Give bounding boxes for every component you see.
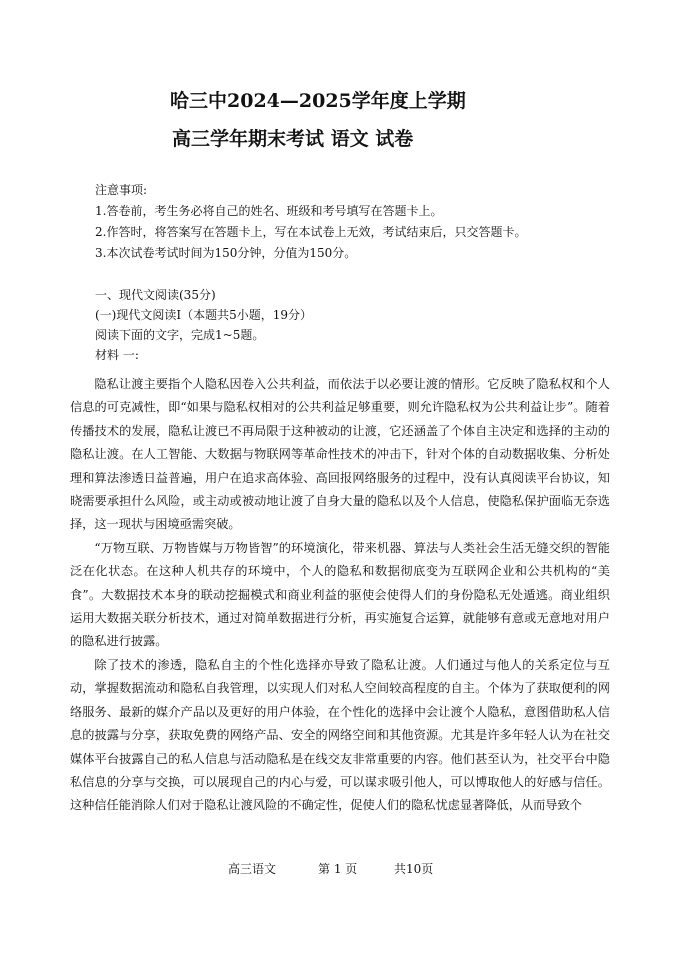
passage-paragraph: “万物互联、万物皆媒与万物皆智”的环境演化，带来机器、算法与人类社会生活无缝交织的智能泛在化状态。在这种人机共存的环境中，个人的隐私和数据彻底变为互联网企业和公共机构的“美食”。大数据技术本身的联动挖掘模式和商业利益的驱使会使得人们的身份隐私无处遁逃。商业组织运用大数据关联分析技术，通过对简单数据进行分析，再实施复合运算，就能够有意或无意地对用户的隐私进行披露。 xyxy=(70,540,610,649)
exam-title-line1: 哈三中2024—2025学年度上学期 xyxy=(170,90,466,112)
footer-page-number: 第 1 页 xyxy=(318,862,358,876)
footer-total-pages: 共10页 xyxy=(394,862,434,876)
notice-item: 2.作答时，将答案写在答题卡上，写在本试卷上无效，考试结束后，只交答题卡。 xyxy=(95,225,527,239)
notice-block xyxy=(95,180,615,264)
passage-paragraph: 除了技术的渗透，隐私自主的个性化选择亦导致了隐私让渡。人们通过与他人的关系定位与互动，掌握数据流动和隐私自我管理，以实现人们对私人空间较高程度的自主。个体为了获取便利的网络服务、最新的媒介产品以及更好的用户体验，在个性化的选择中会让渡个人隐私，意图借助私人信息的披露与分享，获取免费的网络产品、安全的网络空间和其他资源。尤其是许多年轻人认为在社交媒体平台披露自己的私人信息与活动隐私是在线交友非常重要的内容。他们甚至认为，社交平台中隐私信息的分享与交换，可以展现自己的内心与爱，可以谋求吸引他人，可以博取他人的好感与信任。这种信任能消除人们对于隐私让渡风险的不确定性，促使人们的隐私忧虑显著降低，从而导致个 xyxy=(70,657,610,813)
footer-subject: 高三语文 xyxy=(228,862,277,876)
instruction: 阅读下面的文字，完成1~5题。 xyxy=(95,328,265,342)
sub-title: (一)现代文阅读Ⅰ（本题共5小题，19分） xyxy=(95,308,313,322)
notice-item: 1.答卷前，考生务必将自己的姓名、班级和考号填写在答题卡上。 xyxy=(95,204,443,218)
exam-title-line2: 高三学年期末考试 语文 试卷 xyxy=(172,128,414,150)
part-title: 一、现代文阅读(35分) xyxy=(95,288,216,302)
notice-heading: 注意事项: xyxy=(95,183,148,197)
passage-paragraph: 隐私让渡主要指个人隐私因卷入公共利益，而依法于以必要让渡的情形。它反映了隐私权和个人信息的可克减性，即“如果与隐私权相对的公共利益足够重要，则允许隐私权为公共利益让步”。随着传播技术的发展，隐私让渡已不再局限于这种被动的让渡，它还涵盖了个体自主决定和选择的主动的隐私让渡。在人工智能、大数据与物联网等革命性技术的冲击下，针对个体的自动数据收集、分析处理和算法渗透日益普遍，用户在追求高体验、高回报网络服务的过程中，没有认真阅读平台协议，知晓需要承担什么风险，或主动或被动地让渡了自身大量的隐私以及个人信息，使隐私保护面临无奈选择，这一现状与困境亟需突破。 xyxy=(70,377,610,532)
notice-item: 3.本次试卷考试时间为150分钟，分值为150分。 xyxy=(95,246,357,260)
section-header xyxy=(95,285,615,365)
material-label: 材料 一: xyxy=(95,348,139,362)
passage xyxy=(70,373,610,818)
